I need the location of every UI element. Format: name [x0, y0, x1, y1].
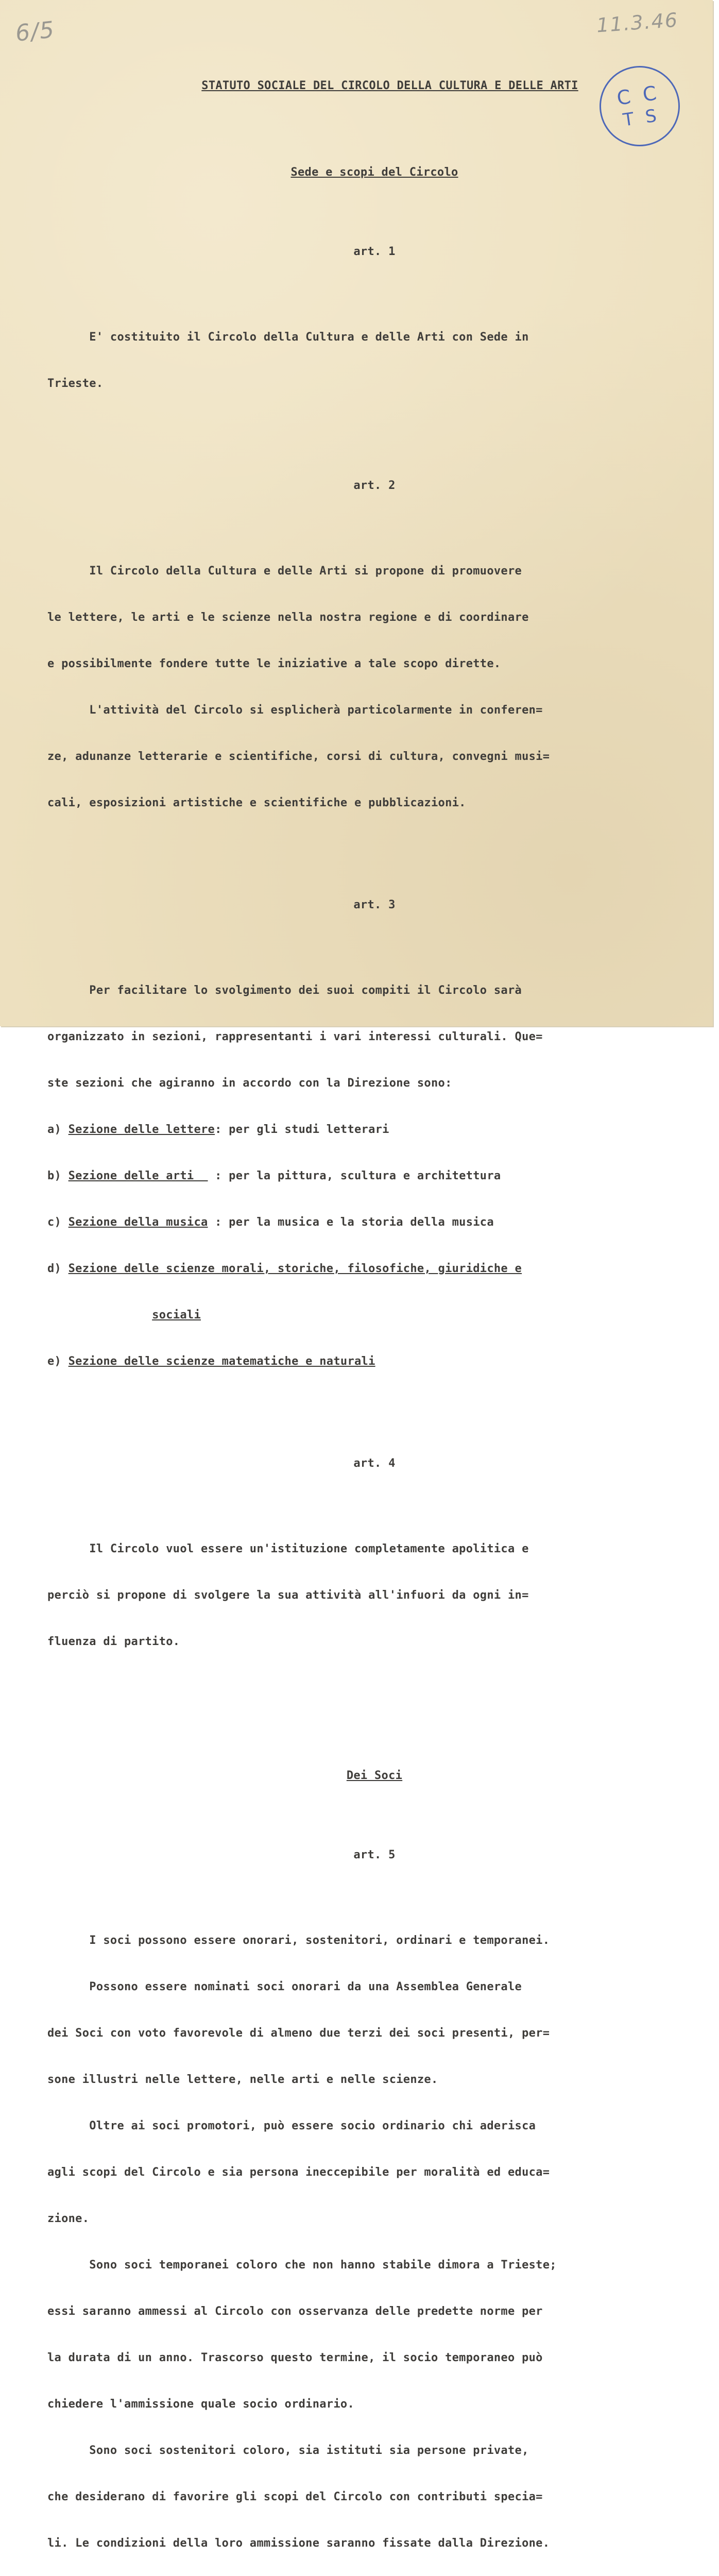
- list-section-desc: : per gli studi letterari: [215, 1123, 389, 1136]
- article-4-body: [47, 1511, 701, 1681]
- text-line: e possibilmente fondere tutte le iniziative a tale scopo dirette.: [47, 657, 501, 670]
- text-line: I soci possono essere onorari, sostenitori, ordinari e temporanei.: [47, 1934, 550, 1947]
- pencil-date-right: 11.3.46: [595, 8, 679, 37]
- section-list-item: [47, 1215, 701, 1230]
- text-line: fluenza di partito.: [47, 1635, 180, 1648]
- list-section-name: Sezione delle scienze matematiche e naturali: [68, 1355, 375, 1368]
- text-line: E' costituito il Circolo della Cultura e delle Arti con Sede in: [47, 331, 529, 344]
- article-label-4: art. 4: [353, 1457, 396, 1470]
- list-section-name: Sezione delle arti: [68, 1170, 208, 1182]
- section-list-item: [47, 1354, 701, 1369]
- list-section-name: Sezione delle scienze morali, storiche, filosofiche, giuridiche e: [68, 1262, 522, 1275]
- list-letter: a): [47, 1123, 69, 1136]
- text-line: Possono essere nominati soci onorari da una Assemblea Generale: [47, 1980, 522, 1993]
- text-line: Il Circolo della Cultura e delle Arti si propone di promuovere: [47, 565, 522, 578]
- pencil-reference-left: 6/5: [14, 16, 57, 47]
- text-line: ze, adunanze letterarie e scientifiche, corsi di cultura, convegni musi=: [47, 750, 550, 763]
- list-section-desc: : per la musica e la storia della musica: [208, 1216, 494, 1229]
- typed-statute: [47, 47, 701, 2576]
- text-line: agli scopi del Circolo e sia persona ineccepibile per moralità ed educa=: [47, 2166, 550, 2179]
- text-line: Il Circolo vuol essere un'istituzione completamente apolitica e: [47, 1543, 529, 1555]
- text-line: zione.: [47, 2212, 90, 2225]
- text-line: che desiderano di favorire gli scopi del Circolo con contributi specia=: [47, 2490, 543, 2503]
- list-letter: d): [47, 1262, 69, 1275]
- text-line: Sono soci sostenitori coloro, sia istituti sia persone private,: [47, 2444, 529, 2457]
- list-letter: b): [47, 1170, 69, 1182]
- list-section-name: sociali: [152, 1309, 201, 1321]
- article-1-body: [47, 299, 701, 422]
- article-label-2: art. 2: [353, 479, 396, 492]
- stamp-top-text: C C: [615, 81, 661, 110]
- text-line: chiedere l'ammissione quale socio ordinario.: [47, 2398, 354, 2411]
- article-5-body: [47, 1902, 701, 2576]
- stamp-bottom-text: T S: [622, 105, 661, 131]
- list-letter: c): [47, 1216, 69, 1229]
- article-label-3: art. 3: [353, 899, 396, 911]
- text-line: Oltre ai soci promotori, può essere socio ordinario chi aderisca: [47, 2120, 536, 2132]
- section-heading-sede: Sede e scopi del Circolo: [290, 166, 458, 179]
- document-title: STATUTO SOCIALE DEL CIRCOLO DELLA CULTURA E DELLE ARTI: [201, 79, 578, 92]
- text-line: Sono soci temporanei coloro che non hanno stabile dimora a Trieste;: [47, 2259, 557, 2272]
- section-list-item: [47, 1261, 701, 1277]
- article-label-1: art. 1: [353, 245, 396, 258]
- text-line: perciò si propone di svolgere la sua attività all'infuori da ogni in=: [47, 1589, 529, 1602]
- text-line: Per facilitare lo svolgimento dei suoi compiti il Circolo sarà: [47, 984, 522, 997]
- list-section-name: Sezione della musica: [68, 1216, 208, 1229]
- text-line: sone illustri nelle lettere, nelle arti e nelle scienze.: [47, 2073, 438, 2086]
- spacer: [47, 1727, 701, 1734]
- text-line: essi saranno ammessi al Circolo con osservanza delle predette norme per: [47, 2305, 543, 2318]
- list-letter: e): [47, 1355, 69, 1368]
- section-list-item: [47, 1122, 701, 1138]
- text-line: le lettere, le arti e le scienze nella nostra regione e di coordinare: [47, 611, 529, 624]
- text-line: li. Le condizioni della loro ammissione saranno fissate dalla Direzione.: [47, 2537, 550, 2550]
- text-line: la durata di un anno. Trascorso questo termine, il socio temporaneo può: [47, 2351, 543, 2364]
- text-line: L'attività del Circolo si esplicherà particolarmente in conferen=: [47, 704, 543, 717]
- list-section-name: Sezione delle lettere: [68, 1123, 215, 1136]
- article-3-body: [47, 952, 701, 1400]
- section-list-item: [47, 1168, 701, 1184]
- text-line: Trieste.: [47, 377, 104, 390]
- text-line: organizzato in sezioni, rappresentanti i vari interessi culturali. Que=: [47, 1030, 543, 1043]
- article-label-5: art. 5: [353, 1849, 396, 1861]
- article-2-body: [47, 533, 701, 842]
- text-line: ste sezioni che agiranno in accordo con la Direzione sono:: [47, 1077, 452, 1090]
- list-letter: [47, 1309, 152, 1321]
- section-heading-soci: Dei Soci: [346, 1769, 403, 1782]
- text-line: dei Soci con voto favorevole di almeno due terzi dei soci presenti, per=: [47, 2027, 550, 2040]
- text-line: cali, esposizioni artistiche e scientifiche e pubblicazioni.: [47, 796, 466, 809]
- section-list-item: [47, 1308, 701, 1323]
- list-section-desc: : per la pittura, scultura e architettura: [208, 1170, 501, 1182]
